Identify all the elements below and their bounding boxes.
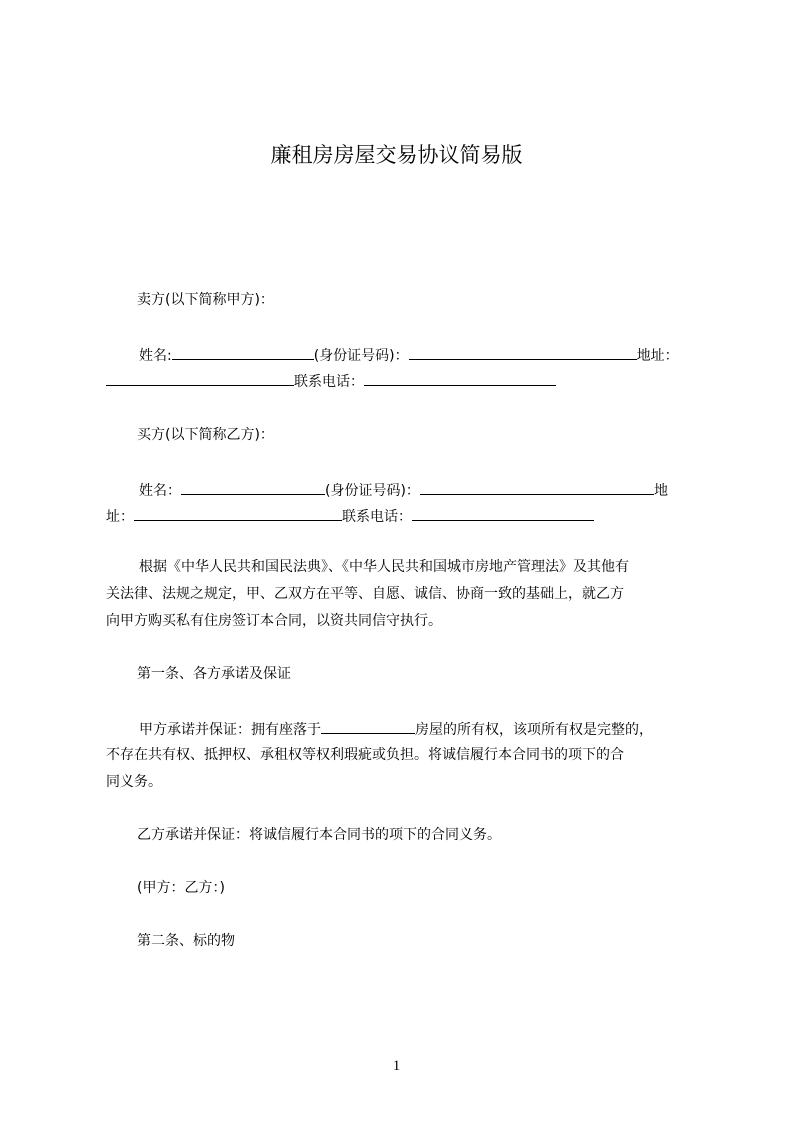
buyer-name-blank <box>181 479 325 495</box>
seller-address-label: 地址： <box>636 348 679 364</box>
buyer-phone-blank <box>412 505 594 521</box>
buyer-id-label: (身份证号码)： <box>325 483 420 499</box>
article1-party-a-line3: 同义务。 <box>106 774 162 790</box>
party-a-suffix: 房屋的所有权，该项所有权是完整的， <box>415 722 653 738</box>
property-location-blank <box>321 718 415 734</box>
buyer-phone-label: 联系电话： <box>342 509 412 525</box>
seller-info-line1 <box>139 344 679 366</box>
intro-line-3: 向甲方购买私有住房签订本合同，以资共同信守执行。 <box>106 613 442 629</box>
seller-info-line2 <box>106 370 556 392</box>
seller-id-label: (身份证号码)： <box>313 348 409 364</box>
intro-line-1: 根据《中华人民共和国民法典》、《中华人民共和国城市房地产管理法》及其他有 <box>139 559 629 575</box>
article1-party-a-line2: 不存在共有权、抵押权、承租权等权利瑕疵或负担。将诚信履行本合同书的项下的合 <box>106 747 624 763</box>
seller-heading: 卖方(以下简称甲方)： <box>137 292 274 308</box>
party-a-prefix: 甲方承诺并保证：拥有座落于 <box>139 722 321 738</box>
article1-party-b: 乙方承诺并保证：将诚信履行本合同书的项下的合同义务。 <box>137 827 501 843</box>
seller-id-blank <box>409 344 637 360</box>
article1-party-a-line1 <box>139 718 653 740</box>
buyer-info-line1 <box>139 479 668 501</box>
page-number: 1 <box>392 1058 401 1074</box>
article2-heading: 第二条、标的物 <box>137 933 235 949</box>
seller-name-label: 姓名: <box>139 348 172 364</box>
buyer-id-blank <box>420 479 654 495</box>
document-title: 廉租房房屋交易协议简易版 <box>270 143 523 167</box>
seller-name-blank <box>172 344 314 360</box>
buyer-address-label-part1: 地 <box>653 483 668 499</box>
signature-placeholder: (甲方：乙方：) <box>137 880 225 896</box>
buyer-name-label: 姓名： <box>139 483 181 499</box>
article1-heading: 第一条、各方承诺及保证 <box>137 666 291 682</box>
buyer-info-line2 <box>106 505 594 527</box>
buyer-address-label-part2: 址： <box>106 509 134 525</box>
buyer-address-blank <box>134 505 342 521</box>
seller-phone-blank <box>364 370 556 386</box>
seller-address-blank <box>106 370 294 386</box>
buyer-heading: 买方(以下简称乙方)： <box>137 427 274 443</box>
intro-line-2: 关法律、法规之规定，甲、乙双方在平等、自愿、诚信、协商一致的基础上，就乙方 <box>106 586 624 602</box>
seller-phone-label: 联系电话： <box>294 374 364 390</box>
